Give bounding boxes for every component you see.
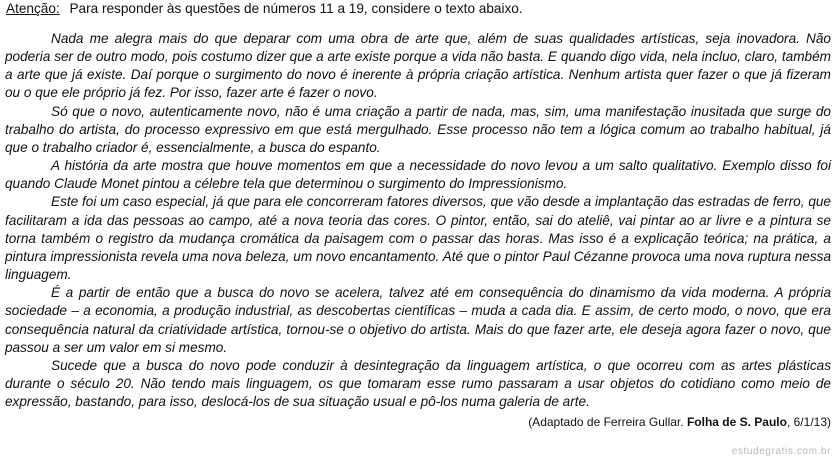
instruction-text: Para responder às questões de números 11 a 19, considere o texto abaixo. <box>69 1 523 16</box>
paragraph: Sucede que a busca do novo pode conduzir à desintegração da linguagem artística, o que ocorreu com as artes plásticas durante o século 20. Não tendo mais linguagem, os que tomaram esse rumo passaram a usar objetos do cotidiano como meio de expressão, bastando, para isso, deslocá-los de sua situação usual e pô-los numa galeria de arte. <box>5 357 831 410</box>
paragraph: Este foi um caso especial, já que para ele concorreram fatores diversos, que vão desde a implantação das estradas de ferro, que facilitaram a ida das pessoas ao campo, até a nova teoria das cores. O pintor, então, sai do ateliê, vai pintar ao ar livre e a pintura se torna também o registro da mudança cromática da paisagem com o passar das horas. Mas isso é a explicação teórica; na prática, a pintura impressionista revela uma nova beleza, um novo encantamento. Até que o pintor Paul Cézanne provoca uma nova ruptura nessa linguagem. <box>5 194 831 283</box>
paragraph: É a partir de então que a busca do novo se acelera, talvez até em consequência do dinamismo da vida moderna. A própria sociedade – a economia, a produção industrial, as descobertas científicas – muda a cada dia. E assim, de certo modo, o novo, que era consequência natural da criatividade artística, tornou-se o objetivo do artista. Mais do que fazer arte, ele deseja agora fazer o novo, que passou a ser um valor em si mesmo. <box>5 285 831 355</box>
source-citation <box>528 414 831 430</box>
watermark: estudegratis.com.br <box>731 446 831 457</box>
citation-suffix: , 6/1/13) <box>786 415 831 429</box>
citation-publication: Folha de S. Paulo <box>686 415 787 429</box>
paragraph: A história da arte mostra que houve momentos em que a necessidade do novo levou a um salto qualitativo. Exemplo disso foi quando Claude Monet pintou a célebre tela que determinou o surgimento do Impressionismo. <box>5 158 831 192</box>
article-text <box>5 30 831 411</box>
paragraph: Nada me alegra mais do que deparar com uma obra de arte que, além de suas qualidades artísticas, seja inovadora. Não poderia ser de outro modo, pois costumo dizer que a arte existe porque a vida não basta. E quando digo vida, nela incluo, claro, também a arte que já existe. Daí porque o surgimento do novo é inerente à própria criação artística. Nenhum artista quer fazer o que já fizeram ou o que ele próprio já fez. Por isso, fazer arte é fazer o novo. <box>5 31 831 101</box>
attention-label: Atenção: <box>6 1 60 16</box>
citation-prefix: (Adaptado de Ferreira Gullar. <box>528 415 684 429</box>
paragraph: Só que o novo, autenticamente novo, não é uma criação a partir de nada, mas, sim, uma manifestação inusitada que surge do trabalho do artista, do processo expressivo em que está mergulhado. Esse processo não tem a lógica comum ao trabalho habitual, já que o trabalho criador é, essencialmente, a busca do espanto. <box>5 103 831 155</box>
instruction-header <box>6 0 523 18</box>
